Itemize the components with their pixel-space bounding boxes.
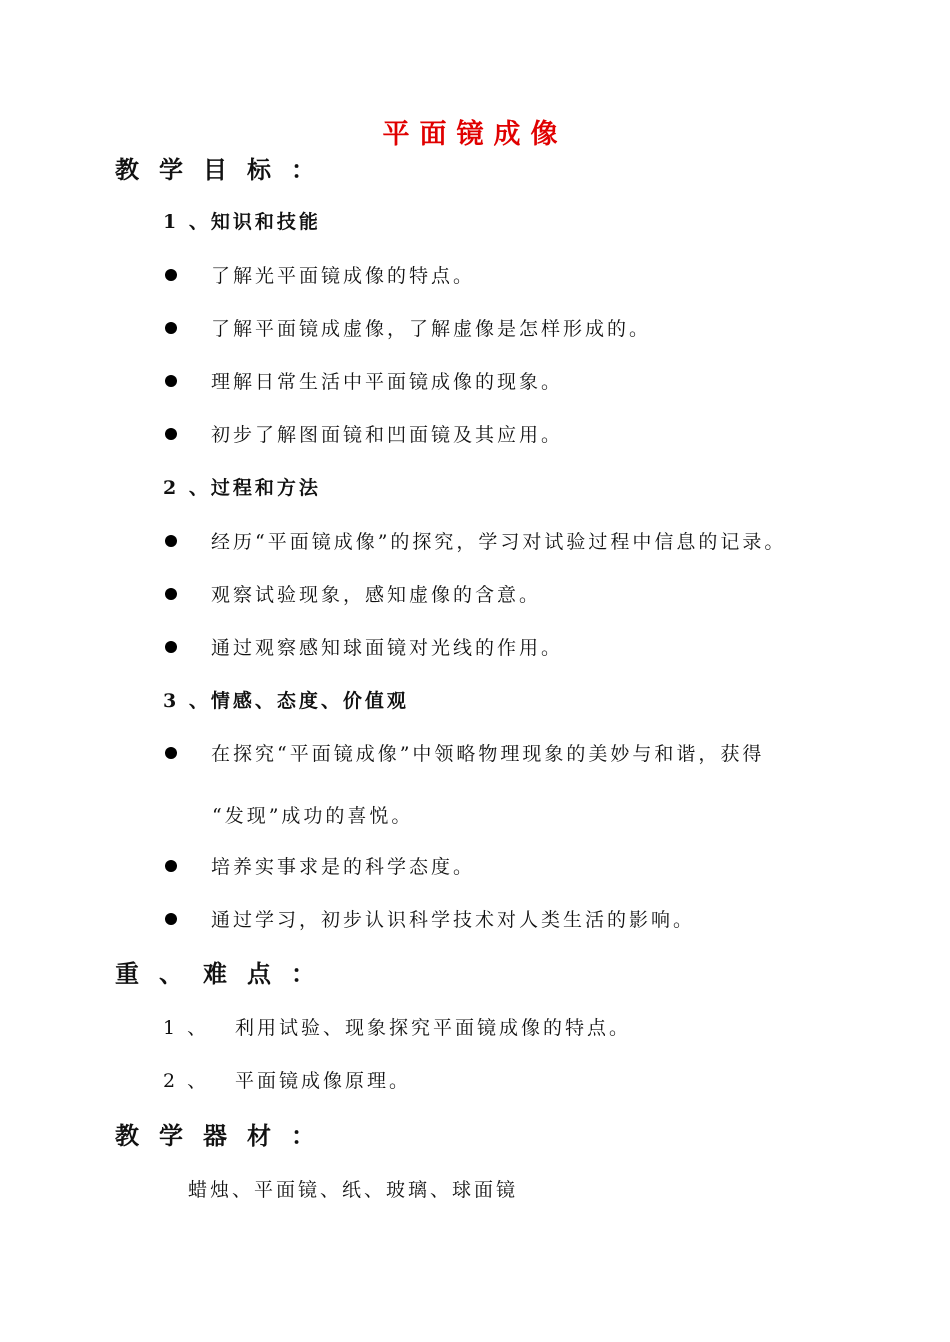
list-item-continuation: “发现”成功的喜悦。 xyxy=(212,805,414,827)
objectives-heading: 教学目标： xyxy=(115,155,335,184)
list-item: 通过观察感知球面镜对光线的作用。 xyxy=(163,633,563,663)
bullet-icon xyxy=(165,641,177,653)
list-item: 理解日常生活中平面镜成像的现象。 xyxy=(163,367,563,397)
section-3-label: 3 、情感、态度、价值观 xyxy=(163,690,409,712)
bullet-icon xyxy=(165,588,177,600)
list-item: 在探究“平面镜成像”中领略物理现象的美妙与和谐，获得 xyxy=(163,739,764,769)
list-item: 经历“平面镜成像”的探究，学习对试验过程中信息的记录。 xyxy=(163,527,786,557)
key-point-item: 1 、 利用试验、现象探究平面镜成像的特点。 xyxy=(163,1017,632,1039)
list-item: 观察试验现象，感知虚像的含意。 xyxy=(163,580,541,610)
key-point-item: 2 、 平面镜成像原理。 xyxy=(163,1070,412,1092)
list-item: 初步了解图面镜和凹面镜及其应用。 xyxy=(163,420,563,450)
document-title: 平面镜成像 xyxy=(382,119,568,150)
bullet-icon xyxy=(165,860,177,872)
section-1-label: 1 、知识和技能 xyxy=(163,211,321,233)
section-2-label: 2 、过程和方法 xyxy=(163,477,321,499)
key-points-heading: 重、难点： xyxy=(115,959,335,988)
bullet-icon xyxy=(165,322,177,334)
list-item: 了解光平面镜成像的特点。 xyxy=(163,261,475,291)
bullet-icon xyxy=(165,428,177,440)
materials-list: 蜡烛、平面镜、纸、玻璃、球面镜 xyxy=(188,1179,519,1201)
bullet-icon xyxy=(165,269,177,281)
list-item: 了解平面镜成虚像，了解虚像是怎样形成的。 xyxy=(163,314,651,344)
materials-heading: 教学器材： xyxy=(115,1121,335,1150)
bullet-icon xyxy=(165,747,177,759)
bullet-icon xyxy=(165,535,177,547)
bullet-icon xyxy=(165,913,177,925)
list-item: 培养实事求是的科学态度。 xyxy=(163,852,475,882)
bullet-icon xyxy=(165,375,177,387)
list-item: 通过学习，初步认识科学技术对人类生活的影响。 xyxy=(163,905,695,935)
